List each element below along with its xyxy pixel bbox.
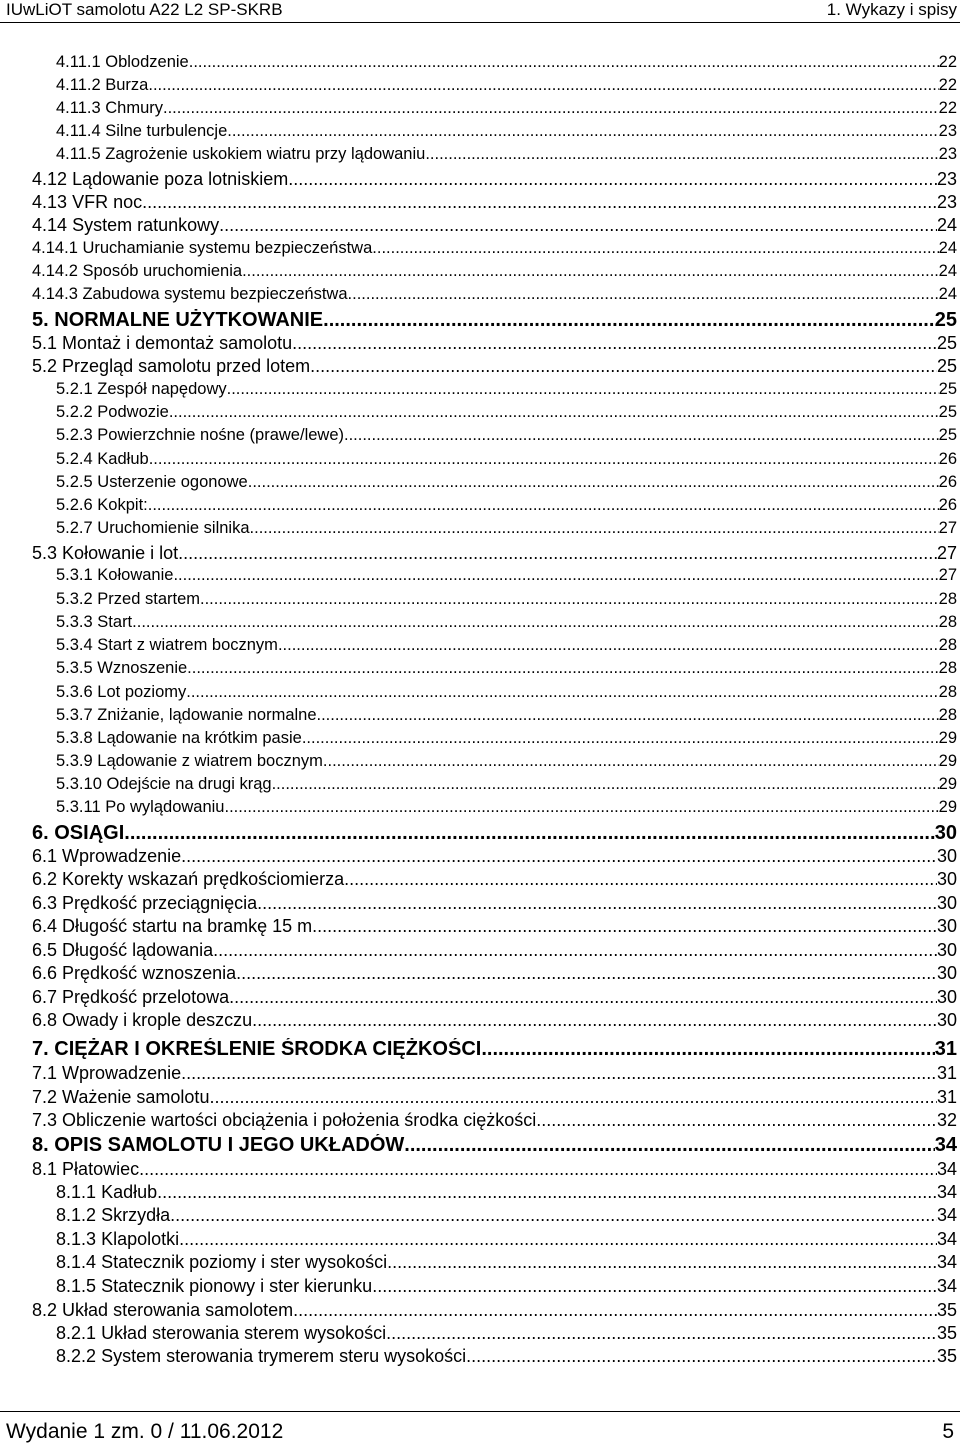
toc-dot-leader: [323, 309, 935, 332]
toc-dot-leader: [225, 798, 939, 817]
toc-entry-title: Wprowadzenie: [62, 846, 182, 866]
toc-dot-leader: [139, 1159, 937, 1180]
toc-entry-page: 23: [936, 169, 957, 189]
toc-entry-title: Lądowanie poza lotniskiem: [72, 169, 289, 189]
toc-entry-number: 4.13: [32, 192, 68, 212]
toc-entry[interactable]: [56, 496, 957, 515]
toc-entry-page: 35: [936, 1300, 957, 1320]
toc-entry-page: 30: [936, 963, 957, 983]
toc-dot-leader: [344, 869, 937, 890]
toc-entry-number: 5.2: [32, 356, 58, 376]
toc-entry-page: 24: [936, 215, 957, 235]
toc-entry-page: 22: [938, 76, 957, 94]
toc-dot-leader: [187, 659, 938, 678]
toc-entry-title: OPIS SAMOLOTU I JEGO UKŁADÓW: [54, 1134, 405, 1156]
toc-entry[interactable]: [56, 1229, 957, 1250]
toc-entry[interactable]: [32, 333, 957, 354]
toc-entry-page: 31: [934, 1038, 957, 1060]
toc-dot-leader: [466, 1346, 937, 1367]
toc-entry[interactable]: [32, 239, 957, 258]
toc-entry-title: Burza: [105, 76, 149, 94]
toc-entry-number: 5.3.5: [56, 659, 93, 677]
toc-entry-number: 7.: [32, 1038, 49, 1060]
toc-entry[interactable]: [32, 1063, 957, 1084]
toc-entry-title: Lądowanie z wiatrem bocznym: [97, 752, 323, 770]
toc-entry-page: 25: [936, 333, 957, 353]
toc-entry-number: 6.7: [32, 987, 58, 1007]
toc-entry-title: Długość startu na bramkę 15 m: [62, 916, 313, 936]
toc-dot-leader: [317, 706, 939, 725]
toc-entry-number: 8.1.1: [56, 1182, 97, 1202]
toc-entry[interactable]: [56, 775, 957, 794]
toc-entry[interactable]: [32, 169, 957, 190]
toc-entry-title: Prędkość przeciągnięcia: [62, 893, 258, 913]
toc-entry-page: 31: [936, 1063, 957, 1083]
toc-entry-page: 30: [936, 916, 957, 936]
toc-dot-leader: [229, 987, 937, 1008]
toc-dot-leader: [386, 1323, 937, 1344]
toc-dot-leader: [179, 1229, 937, 1250]
toc-entry-number: 8.1: [32, 1159, 58, 1179]
toc-dot-leader: [227, 122, 938, 141]
toc-dot-leader: [272, 775, 939, 794]
toc-entry-number: 4.11.4: [56, 122, 101, 140]
toc-entry[interactable]: [32, 822, 957, 845]
document-title: IUwLiOT samolotu A22 L2 SP-SKRB: [6, 0, 283, 19]
toc-entry-number: 4.14.1: [32, 239, 78, 257]
toc-entry[interactable]: [56, 380, 957, 399]
toc-entry-page: 34: [936, 1159, 957, 1179]
toc-dot-leader: [250, 519, 939, 538]
toc-entry-page: 24: [938, 262, 957, 280]
toc-entry-title: Silne turbulencje: [105, 122, 228, 140]
toc-entry-title: Skrzydła: [101, 1205, 171, 1225]
toc-dot-leader: [124, 822, 934, 845]
toc-entry-number: 6.2: [32, 869, 58, 889]
toc-entry[interactable]: [32, 963, 957, 984]
toc-entry-number: 4.11.1: [56, 53, 101, 71]
toc-entry-number: 4.14: [32, 215, 68, 235]
toc-entry-page: 30: [936, 869, 957, 889]
toc-entry[interactable]: [56, 519, 957, 538]
toc-entry-number: 7.1: [32, 1063, 58, 1083]
toc-entry[interactable]: [56, 1182, 957, 1203]
toc-entry[interactable]: [56, 636, 957, 655]
section-title: 1. Wykazy i spisy: [826, 0, 957, 19]
page-number: 5: [942, 1420, 954, 1443]
toc-dot-leader: [148, 496, 939, 515]
toc-entry-page: 34: [936, 1205, 957, 1225]
toc-entry-number: 8.1.4: [56, 1252, 97, 1272]
toc-entry-page: 25: [938, 380, 957, 398]
toc-entry-title: Sposób uruchomienia: [82, 262, 243, 280]
toc-entry-number: 6.4: [32, 916, 58, 936]
toc-entry-page: 23: [936, 192, 957, 212]
toc-entry-number: 4.14.3: [32, 285, 78, 303]
toc-entry-title: VFR noc: [72, 192, 143, 212]
toc-entry-page: 30: [934, 822, 957, 844]
toc-entry[interactable]: [56, 729, 957, 748]
toc-entry-number: 5.2.1: [56, 380, 93, 398]
toc-dot-leader: [344, 426, 939, 445]
toc-entry-page: 29: [938, 775, 957, 793]
toc-entry-title: Start: [97, 613, 133, 631]
toc-entry[interactable]: [32, 1010, 957, 1031]
toc-entry-number: 6.8: [32, 1010, 58, 1030]
toc-entry-page: 26: [938, 496, 957, 514]
toc-entry[interactable]: [56, 683, 957, 702]
toc-entry-number: 8.1.5: [56, 1276, 97, 1296]
toc-entry[interactable]: [32, 1159, 957, 1180]
toc-entry[interactable]: [56, 122, 957, 141]
toc-dot-leader: [178, 543, 937, 564]
toc-dot-leader: [189, 53, 939, 72]
toc-dot-leader: [278, 636, 939, 655]
toc-dot-leader: [200, 590, 939, 609]
toc-entry-page: 28: [938, 706, 957, 724]
toc-entry[interactable]: [56, 1346, 957, 1367]
toc-entry-page: 28: [938, 636, 957, 654]
toc-entry-page: 26: [938, 473, 957, 491]
toc-entry-page: 35: [936, 1323, 957, 1343]
toc-entry-title: Kokpit:: [97, 496, 148, 514]
toc-entry[interactable]: [32, 1300, 957, 1321]
toc-entry[interactable]: [32, 262, 957, 281]
toc-entry-title: Układ sterowania samolotem: [62, 1300, 294, 1320]
toc-entry-title: System sterowania trymerem steru wysokości: [101, 1346, 467, 1366]
toc-dot-leader: [242, 262, 939, 281]
toc-entry-page: 30: [936, 940, 957, 960]
toc-entry[interactable]: [32, 356, 957, 377]
toc-entry-number: 5.3.6: [56, 683, 93, 701]
toc-entry-title: Zniżanie, lądowanie normalne: [97, 706, 317, 724]
toc-entry[interactable]: [32, 940, 957, 961]
toc-entry-number: 8.2.2: [56, 1346, 97, 1366]
toc-dot-leader: [372, 239, 938, 258]
toc-entry-number: 4.12: [32, 169, 68, 189]
toc-entry-page: 27: [938, 519, 957, 537]
toc-dot-leader: [387, 1252, 937, 1273]
toc-entry-number: 5.3.2: [56, 590, 93, 608]
toc-entry-title: NORMALNE UŻYTKOWANIE: [54, 309, 324, 331]
toc-entry-number: 4.11.3: [56, 99, 101, 117]
toc-entry-number: 5.2.7: [56, 519, 93, 537]
toc-dot-leader: [186, 683, 938, 702]
toc-entry[interactable]: [56, 426, 957, 445]
toc-entry-page: 28: [938, 613, 957, 631]
toc-entry-number: 5.1: [32, 333, 58, 353]
toc-entry[interactable]: [32, 1038, 957, 1061]
toc-entry-page: 29: [938, 729, 957, 747]
toc-entry-page: 30: [936, 846, 957, 866]
toc-entry[interactable]: [56, 590, 957, 609]
toc-entry-title: Ważenie samolotu: [62, 1087, 210, 1107]
toc-dot-leader: [142, 192, 937, 213]
toc-entry-title: Statecznik poziomy i ster wysokości: [101, 1252, 388, 1272]
toc-entry-number: 6.6: [32, 963, 58, 983]
toc-entry-number: 6.5: [32, 940, 58, 960]
toc-entry[interactable]: [56, 613, 957, 632]
toc-entry-number: 5.3.8: [56, 729, 93, 747]
toc-entry[interactable]: [32, 285, 957, 304]
toc-entry-page: 28: [938, 590, 957, 608]
toc-entry-number: 5.3.7: [56, 706, 93, 724]
toc-entry-page: 30: [936, 893, 957, 913]
toc-entry[interactable]: [56, 1205, 957, 1226]
toc-entry-page: 29: [938, 752, 957, 770]
toc-entry[interactable]: [56, 798, 957, 817]
toc-dot-leader: [372, 1276, 937, 1297]
toc-entry-page: 25: [936, 356, 957, 376]
toc-entry[interactable]: [56, 403, 957, 422]
toc-entry-title: Powierzchnie nośne (prawe/lewe): [97, 426, 344, 444]
toc-entry-number: 5.3.10: [56, 775, 102, 793]
toc-entry[interactable]: [32, 1134, 957, 1157]
toc-dot-leader: [170, 1205, 937, 1226]
toc-entry-title: Usterzenie ogonowe: [97, 473, 248, 491]
toc-entry[interactable]: [32, 1110, 957, 1131]
toc-entry-title: Statecznik pionowy i ster kierunku: [101, 1276, 373, 1296]
toc-dot-leader: [310, 356, 937, 377]
toc-entry-title: Długość lądowania: [62, 940, 214, 960]
toc-entry-page: 24: [938, 239, 957, 257]
toc-entry[interactable]: [32, 869, 957, 890]
toc-entry-page: 34: [936, 1252, 957, 1272]
toc-entry-page: 27: [936, 543, 957, 563]
toc-dot-leader: [312, 916, 937, 937]
toc-dot-leader: [404, 1134, 934, 1157]
toc-entry-title: Kołowanie i lot: [62, 543, 179, 563]
toc-dot-leader: [181, 846, 937, 867]
toc-entry[interactable]: [56, 659, 957, 678]
toc-entry-page: 34: [936, 1182, 957, 1202]
toc-entry-title: Uruchamianie systemu bezpieczeństwa: [82, 239, 373, 257]
toc-entry-number: 8.1.2: [56, 1205, 97, 1225]
toc-entry-title: Zagrożenie uskokiem wiatru przy lądowaniu: [105, 145, 426, 163]
toc-entry[interactable]: [56, 450, 957, 469]
toc-entry-number: 7.2: [32, 1087, 58, 1107]
toc-entry-title: Start z wiatrem bocznym: [97, 636, 278, 654]
toc-entry[interactable]: [56, 53, 957, 72]
toc-entry[interactable]: [32, 987, 957, 1008]
toc-dot-leader: [288, 169, 937, 190]
toc-entry-number: 5.2.6: [56, 496, 93, 514]
toc-entry-title: Układ sterowania sterem wysokości: [101, 1323, 387, 1343]
toc-entry[interactable]: [32, 543, 957, 564]
toc-entry-number: 6.1: [32, 846, 58, 866]
toc-entry-number: 6.3: [32, 893, 58, 913]
toc-entry-page: 26: [938, 450, 957, 468]
toc-entry[interactable]: [32, 916, 957, 937]
toc-entry-title: Odejście na drugi krąg: [106, 775, 272, 793]
toc-entry[interactable]: [32, 1087, 957, 1108]
toc-dot-leader: [219, 215, 937, 236]
toc-entry-title: Obliczenie wartości obciążenia i położenia środka ciężkości: [62, 1110, 537, 1130]
toc-entry-number: 5.2.3: [56, 426, 93, 444]
toc-entry-page: 24: [938, 285, 957, 303]
toc-entry[interactable]: [56, 473, 957, 492]
toc-entry-title: Zespół napędowy: [97, 380, 227, 398]
toc-dot-leader: [227, 380, 939, 399]
toc-entry-page: 35: [936, 1346, 957, 1366]
toc-dot-leader: [293, 1300, 937, 1321]
toc-entry-title: Montaż i demontaż samolotu: [62, 333, 293, 353]
toc-dot-leader: [169, 403, 939, 422]
toc-entry-number: 4.11.5: [56, 145, 101, 163]
toc-entry-page: 28: [938, 683, 957, 701]
toc-entry-number: 5.2.2: [56, 403, 93, 421]
toc-entry-title: Po wylądowaniu: [105, 798, 225, 816]
toc-entry-number: 5.2.5: [56, 473, 93, 491]
toc-dot-leader: [213, 940, 937, 961]
toc-entry-page: 23: [938, 145, 957, 163]
toc-entry-title: Owady i krople deszczu: [62, 1010, 253, 1030]
toc-entry-title: Klapolotki: [101, 1229, 180, 1249]
toc-entry-page: 29: [938, 798, 957, 816]
toc-dot-leader: [149, 450, 939, 469]
toc-dot-leader: [181, 1063, 937, 1084]
toc-entry-title: Lądowanie na krótkim pasie: [97, 729, 302, 747]
toc-dot-leader: [248, 473, 939, 492]
toc-entry-number: 4.11.2: [56, 76, 101, 94]
toc-entry[interactable]: [56, 706, 957, 725]
toc-entry[interactable]: [32, 309, 957, 332]
toc-entry-page: 34: [934, 1134, 957, 1156]
toc-dot-leader: [157, 1182, 937, 1203]
toc-entry-title: Uruchomienie silnika: [97, 519, 250, 537]
toc-entry-title: Prędkość wznoszenia: [62, 963, 237, 983]
toc-entry-title: CIĘŻAR I OKREŚLENIE ŚRODKA CIĘŻKOŚCI: [54, 1038, 482, 1060]
toc-entry-title: Lot poziomy: [97, 683, 187, 701]
toc-entry-number: 5.3.9: [56, 752, 93, 770]
toc-entry-number: 5.: [32, 309, 49, 331]
toc-entry-title: Kołowanie: [97, 566, 174, 584]
toc-entry-title: Wznoszenie: [97, 659, 188, 677]
toc-entry-page: 25: [938, 403, 957, 421]
toc-entry-title: Oblodzenie: [105, 53, 189, 71]
toc-entry-number: 5.3.11: [56, 798, 101, 816]
toc-dot-leader: [323, 752, 939, 771]
toc-entry[interactable]: [32, 893, 957, 914]
toc-entry-number: 4.14.2: [32, 262, 78, 280]
toc-entry-title: Korekty wskazań prędkościomierza: [62, 869, 345, 889]
toc-entry-title: Chmury: [105, 99, 164, 117]
toc-dot-leader: [292, 333, 937, 354]
toc-dot-leader: [348, 285, 939, 304]
toc-dot-leader: [252, 1010, 937, 1031]
toc-entry[interactable]: [32, 192, 957, 213]
toc-entry-title: OSIĄGI: [54, 822, 125, 844]
toc-entry-page: 28: [938, 659, 957, 677]
toc-entry-number: 5.2.4: [56, 450, 93, 468]
toc-entry-page: 31: [936, 1087, 957, 1107]
toc-entry-title: Kadłub: [97, 450, 149, 468]
toc-entry[interactable]: [32, 215, 957, 236]
toc-entry-title: Kadłub: [101, 1182, 158, 1202]
toc-entry-number: 5.3.1: [56, 566, 93, 584]
toc-dot-leader: [173, 566, 938, 585]
toc-entry-title: Przed startem: [97, 590, 200, 608]
toc-dot-leader: [425, 145, 938, 164]
toc-entry-number: 8.: [32, 1134, 49, 1156]
toc-entry[interactable]: [56, 99, 957, 118]
toc-entry-page: 22: [938, 99, 957, 117]
toc-entry-title: Płatowiec: [62, 1159, 140, 1179]
toc-entry-page: 34: [936, 1229, 957, 1249]
toc-entry[interactable]: [56, 1276, 957, 1297]
toc-entry[interactable]: [32, 846, 957, 867]
toc-entry[interactable]: [56, 145, 957, 164]
toc-entry-number: 5.3: [32, 543, 58, 563]
toc-entry[interactable]: [56, 1252, 957, 1273]
toc-dot-leader: [481, 1038, 934, 1061]
page-footer: [0, 1411, 960, 1445]
toc-entry-title: Podwozie: [97, 403, 169, 421]
toc-entry-title: Przegląd samolotu przed lotem: [62, 356, 311, 376]
toc-entry-number: 8.2.1: [56, 1323, 97, 1343]
toc-entry-page: 22: [938, 53, 957, 71]
toc-dot-leader: [163, 99, 939, 118]
toc-entry-page: 30: [936, 1010, 957, 1030]
toc-entry-page: 23: [938, 122, 957, 140]
toc-dot-leader: [257, 893, 937, 914]
edition-info: Wydanie 1 zm. 0 / 11.06.2012: [6, 1420, 284, 1443]
toc-entry-title: Prędkość przelotowa: [62, 987, 230, 1007]
toc-dot-leader: [209, 1087, 937, 1108]
toc-entry-number: 8.2: [32, 1300, 58, 1320]
toc-dot-leader: [132, 613, 938, 632]
toc-entry-number: 7.3: [32, 1110, 58, 1130]
toc-entry-page: 30: [936, 987, 957, 1007]
toc-entry-page: 27: [938, 566, 957, 584]
toc-entry-number: 5.3.3: [56, 613, 93, 631]
toc-entry-title: Zabudowa systemu bezpieczeństwa: [82, 285, 348, 303]
toc-entry-page: 32: [936, 1110, 957, 1130]
toc-entry-page: 25: [934, 309, 957, 331]
toc-entry[interactable]: [56, 566, 957, 585]
toc-dot-leader: [236, 963, 937, 984]
toc-entry-number: 5.3.4: [56, 636, 93, 654]
toc-entry-title: System ratunkowy: [72, 215, 220, 235]
toc-dot-leader: [148, 76, 938, 95]
toc-dot-leader: [536, 1110, 937, 1131]
toc-entry-title: Wprowadzenie: [62, 1063, 182, 1083]
toc-entry-number: 6.: [32, 822, 49, 844]
toc-entry[interactable]: [56, 76, 957, 95]
toc-entry-number: 8.1.3: [56, 1229, 97, 1249]
toc-entry[interactable]: [56, 752, 957, 771]
toc-entry[interactable]: [56, 1323, 957, 1344]
toc-entry-page: 34: [936, 1276, 957, 1296]
toc-entry-page: 25: [938, 426, 957, 444]
toc-dot-leader: [302, 729, 939, 748]
